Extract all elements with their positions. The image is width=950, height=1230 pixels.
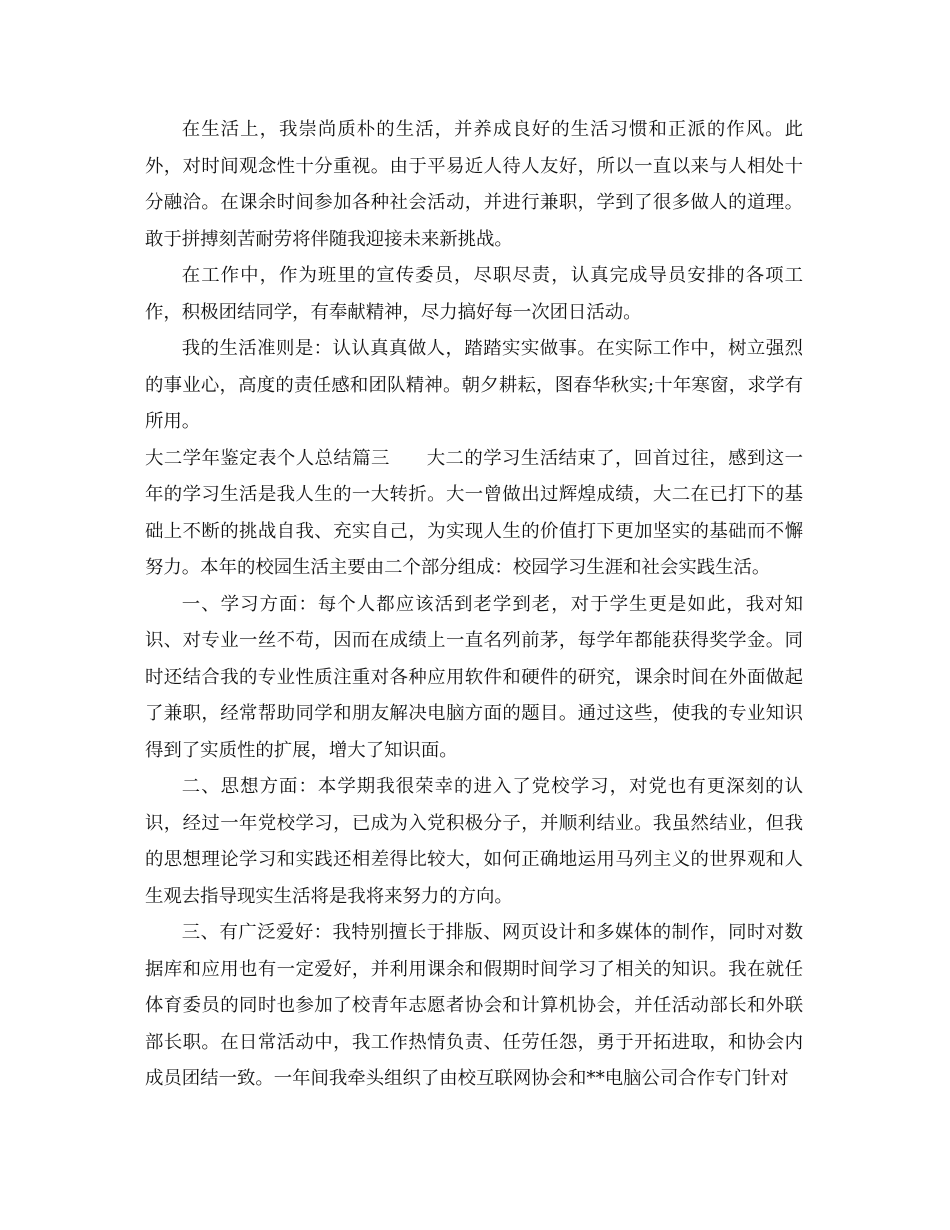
document-page bbox=[145, 112, 803, 1098]
section-three bbox=[145, 441, 803, 587]
paragraph-principle: 我的生活准则是：认认真真做人，踏踏实实做事。在实际工作中，树立强烈的事业心，高度的责任感和团队精神。朝夕耕耘，图春华秋实;十年寒窗，求学有所用。 bbox=[145, 338, 803, 432]
section-intro: 大二的学习生活结束了，回首过往，感到这一年的学习生活是我人生的一大转折。大一曾做出过辉煌成绩，大二在已打下的基础上不断的挑战自我、充实自己，为实现人生的价值打下更加坚实的基础而不懈努力。本年的校园生活主要由二个部分组成：校园学习生涯和社会实践生活。 bbox=[145, 447, 803, 578]
paragraph-thought: 二、思想方面：本学期我很荣幸的进入了党校学习，对党也有更深刻的认识，经过一年党校学习，已成为入党积极分子，并顺利结业。我虽然结业，但我的思想理论学习和实践还相差得比较大，如何正确地运用马列主义的世界观和人生观去指导现实生活将是我将来努力的方向。 bbox=[145, 776, 803, 907]
paragraph-work: 在工作中，作为班里的宣传委员，尽职尽责，认真完成导员安排的各项工作，积极团结同学，有奉献精神，尽力搞好每一次团日活动。 bbox=[145, 265, 803, 323]
paragraph-life: 在生活上，我崇尚质朴的生活，并养成良好的生活习惯和正派的作风。此外，对时间观念性十分重视。由于平易近人待人友好，所以一直以来与人相处十分融洽。在课余时间参加各种社会活动，并进行兼职，学到了很多做人的道理。敢于拼搏刻苦耐劳将伴随我迎接未来新挑战。 bbox=[145, 119, 803, 250]
paragraph-study: 一、学习方面：每个人都应该活到老学到老，对于学生更是如此，我对知识、对专业一丝不苟，因而在成绩上一直名列前茅，每学年都能获得奖学金。同时还结合我的专业性质注重对各种应用软件和硬件的研究，课余时间在外面做起了兼职，经常帮助同学和朋友解决电脑方面的题目。通过这些，使我的专业知识得到了实质性的扩展，增大了知识面。 bbox=[145, 593, 803, 761]
paragraph-hobbies: 三、有广泛爱好：我特别擅长于排版、网页设计和多媒体的制作，同时对数据库和应用也有一定爱好，并利用课余和假期时间学习了相关的知识。我在就任体育委员的同时也参加了校青年志愿者协会和计算机协会，并任活动部长和外联部长职。在日常活动中，我工作热情负责、任劳任怨，勇于开拓进取，和协会内成员团结一致。一年间我牵头组织了由校互联网协会和**电脑公司合作专门针对 bbox=[145, 922, 803, 1089]
section-heading: 大二学年鉴定表个人总结篇三 bbox=[145, 447, 390, 469]
